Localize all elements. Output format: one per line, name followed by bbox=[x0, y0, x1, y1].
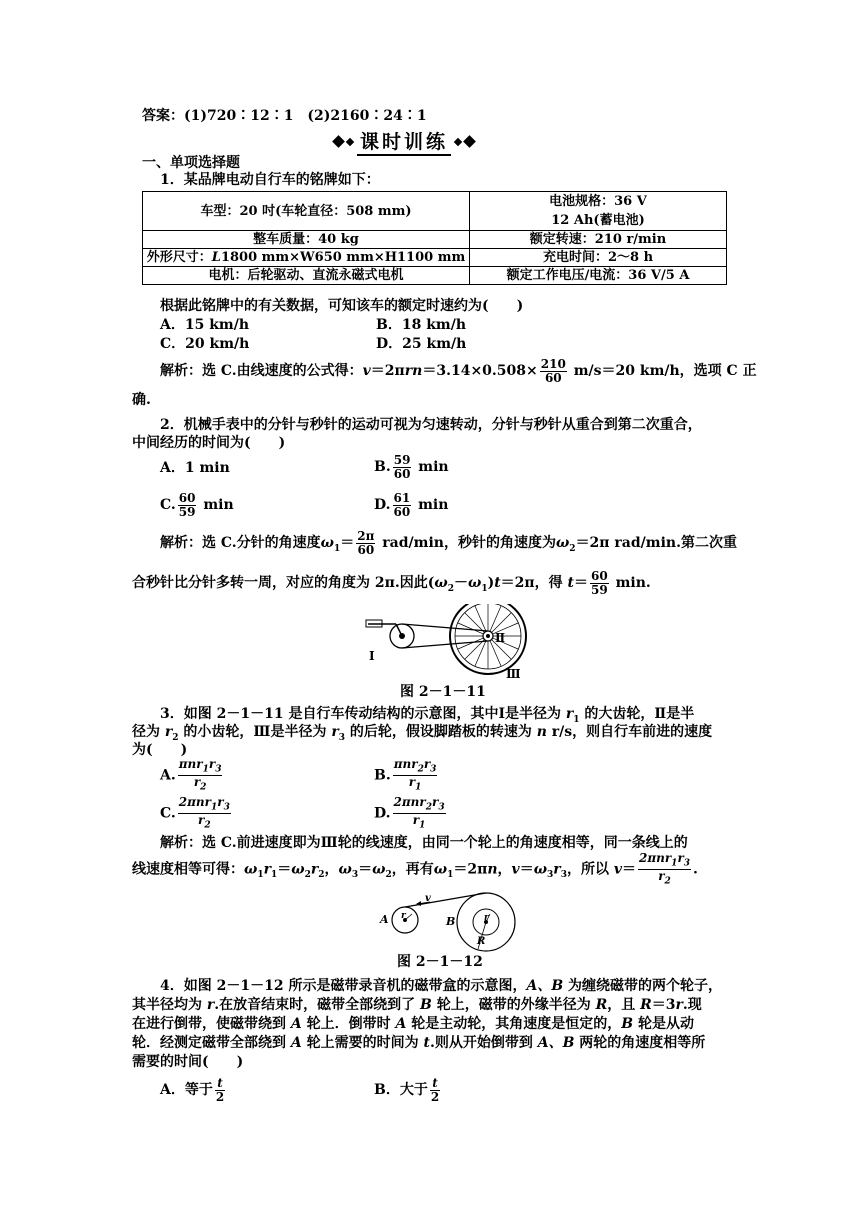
text: 的后轮，假设脚踏板的转速为 bbox=[344, 724, 537, 740]
pi: π bbox=[393, 757, 403, 771]
sub: 3 bbox=[560, 870, 567, 881]
var: n bbox=[187, 757, 197, 771]
denominator bbox=[393, 776, 438, 793]
spec-table bbox=[142, 191, 727, 285]
denominator: 60 bbox=[393, 466, 411, 481]
opt-letter: B. bbox=[374, 459, 391, 475]
var: t bbox=[423, 1035, 430, 1051]
var: ω bbox=[433, 861, 448, 878]
denominator bbox=[638, 870, 691, 887]
text: ) bbox=[487, 575, 495, 591]
pi: π bbox=[178, 757, 188, 771]
sub: 3 bbox=[223, 802, 230, 813]
table-cell: 额定工作电压/电流：36 V/5 A bbox=[470, 267, 727, 285]
text: 4．如图 2－1－12 所示是磁带录音机的磁带盒的示意图， bbox=[160, 978, 527, 994]
var: A bbox=[290, 1035, 302, 1051]
opt-letter: D. bbox=[374, 497, 391, 513]
var: r bbox=[408, 774, 416, 789]
text: 的大齿轮，Ⅱ是半 bbox=[579, 706, 695, 722]
fig12-label-a: A bbox=[380, 913, 389, 926]
fig12-caption: 图 2－1－12 bbox=[397, 954, 483, 970]
text: ，再有 bbox=[391, 861, 434, 878]
denominator: 59 bbox=[178, 504, 196, 519]
text: 解析：选 C.由线速度的公式得： bbox=[160, 363, 363, 380]
fraction bbox=[393, 454, 412, 480]
q2-option-b bbox=[374, 450, 449, 484]
fig11-label-2: Ⅱ bbox=[495, 631, 506, 645]
var: r bbox=[198, 812, 205, 827]
sub: 1 bbox=[419, 820, 426, 831]
sub: 1 bbox=[481, 583, 488, 594]
q3-option-c bbox=[160, 796, 233, 831]
sub: 1 bbox=[573, 714, 580, 725]
q1-stem: 1．某品牌电动自行车的铭牌如下： bbox=[160, 172, 380, 188]
var: t bbox=[567, 575, 575, 591]
sub: 3 bbox=[215, 764, 222, 775]
var: A bbox=[395, 1016, 407, 1032]
fig12-label-r-outer: R bbox=[477, 936, 486, 947]
eq: ＝ bbox=[519, 861, 534, 878]
denominator: 2 bbox=[215, 1089, 225, 1104]
var: r bbox=[423, 757, 431, 771]
text: － bbox=[453, 575, 468, 591]
var: r bbox=[553, 861, 561, 878]
text: .在放音结束时，磁带全部绕到了 bbox=[214, 997, 421, 1013]
unit: min bbox=[198, 497, 234, 513]
sub: 3 bbox=[430, 764, 437, 775]
eq: ＝ bbox=[453, 861, 468, 878]
text: 轮上，磁带的外缘半径为 bbox=[431, 997, 596, 1013]
var: v bbox=[511, 861, 520, 878]
q3-solution-2: 线速度相等可得：$\omega_1r_1=\omega_2r_2$，$\omega_3=\omega_2$，再有$\omega_1=2\pi n$，$v=\omega_3r_3$，所以 v＝ $\frac{2\pi nr_1r_3}{r_2}$ . bbox=[132, 851, 698, 887]
q3-solution-1: 解析：选 C.前进速度即为Ⅲ轮的线速度，由同一个轮上的角速度相等，同一条线上的 bbox=[160, 835, 688, 851]
sub: 3 bbox=[338, 732, 345, 743]
section-banner bbox=[334, 127, 474, 156]
var: r bbox=[208, 757, 216, 771]
var: r bbox=[411, 757, 418, 771]
banner-title: 课时训练 bbox=[357, 127, 451, 156]
sub: 2 bbox=[417, 764, 424, 775]
var: r bbox=[217, 795, 224, 809]
q4-option-a bbox=[160, 1072, 227, 1108]
sub: 1 bbox=[415, 782, 422, 793]
sub: 1 bbox=[447, 870, 454, 881]
var: r bbox=[196, 757, 203, 771]
fig12-label-b: B bbox=[446, 915, 456, 928]
var: r bbox=[193, 774, 201, 789]
var: n bbox=[195, 795, 205, 809]
sub: 2 bbox=[172, 732, 179, 743]
opt-text: A．等于 bbox=[160, 1082, 213, 1098]
unit: min bbox=[413, 459, 449, 475]
q2-option-a: A．1 min bbox=[160, 460, 230, 476]
q3-option-d bbox=[374, 796, 448, 831]
text: ＝2π bbox=[370, 363, 405, 380]
diamond-icon bbox=[332, 135, 345, 148]
denominator: 60 bbox=[544, 370, 562, 385]
table-row bbox=[143, 267, 727, 285]
var: r bbox=[431, 795, 439, 809]
sub: 2 bbox=[304, 870, 311, 881]
cell-line: 12 Ah(蓄电池) bbox=[551, 213, 645, 228]
denominator bbox=[178, 814, 231, 831]
numerator bbox=[393, 796, 446, 814]
q1-question: 根据此铭牌中的有关数据，可知该车的额定时速约为( ) bbox=[160, 298, 524, 314]
pi: 2π bbox=[393, 795, 411, 809]
var: t bbox=[494, 575, 501, 591]
table-row bbox=[143, 231, 727, 249]
table-row bbox=[143, 249, 727, 267]
table-row bbox=[143, 192, 727, 231]
var: ω bbox=[434, 575, 448, 591]
fraction bbox=[430, 1077, 440, 1103]
q2-stem-1: 2．机械手表中的分针与秒针的运动可视为匀速转动，分针与秒针从重合到第二次重合， bbox=[160, 417, 702, 433]
var: A、B bbox=[526, 978, 564, 994]
q1-solution bbox=[160, 358, 757, 384]
fraction bbox=[215, 1077, 225, 1103]
fraction bbox=[393, 758, 438, 793]
text: 径为 bbox=[132, 724, 165, 740]
numerator: t bbox=[430, 1077, 440, 1091]
var: rn bbox=[404, 363, 423, 380]
q2-solution-1 bbox=[160, 526, 737, 566]
var: r bbox=[206, 997, 215, 1013]
text: rad/min，秒针的角速度为 bbox=[377, 535, 556, 551]
var: A、B bbox=[537, 1035, 575, 1051]
numerator bbox=[178, 796, 231, 814]
var: v bbox=[362, 363, 371, 380]
pi: 2π bbox=[638, 851, 657, 865]
text: ＝2π rad/min.第二次重 bbox=[575, 535, 737, 551]
sub: 3 bbox=[438, 802, 445, 813]
text: 其半径均为 bbox=[132, 997, 207, 1013]
diamond-small-icon bbox=[346, 137, 354, 145]
var: ω bbox=[244, 861, 258, 878]
var: r bbox=[677, 851, 684, 865]
fig12-label-v: v bbox=[425, 893, 431, 904]
var: r bbox=[263, 861, 271, 878]
cell-var: L bbox=[211, 250, 221, 265]
q2-solution-2 bbox=[132, 566, 651, 606]
var: r bbox=[675, 997, 683, 1013]
text: ， bbox=[497, 861, 512, 878]
q1-option-b: B．18 km/h bbox=[376, 317, 466, 333]
diamond-small-icon bbox=[454, 137, 462, 145]
fraction bbox=[590, 570, 609, 596]
sub: 1 bbox=[334, 543, 341, 554]
text: r/s，则自行车前进的速度 bbox=[546, 724, 713, 740]
text: ， bbox=[324, 861, 339, 878]
denominator: 59 bbox=[591, 582, 608, 597]
text: 3．如图 2－1－11 是自行车传动结构的示意图，其中Ⅰ是半径为 bbox=[160, 706, 566, 722]
q3-stem-3: 为( ) bbox=[132, 742, 188, 758]
text: m/s＝20 km/h，选项 C 正 bbox=[568, 363, 757, 380]
text: 解析：选 C.分针的角速度 bbox=[160, 535, 321, 551]
numerator bbox=[393, 758, 438, 776]
q4-line-3 bbox=[132, 1014, 694, 1034]
cell-line: 电池规格：36 V bbox=[549, 194, 647, 209]
cell-text: 外形尺寸： bbox=[146, 250, 212, 265]
fraction bbox=[540, 358, 567, 384]
numerator bbox=[178, 758, 223, 776]
text: 两轮的角速度相等所 bbox=[574, 1035, 706, 1051]
sub: 3 bbox=[547, 870, 554, 881]
fig12-label-r2: r bbox=[484, 913, 489, 923]
diamond-icon bbox=[463, 135, 476, 148]
opt-letter: B. bbox=[374, 767, 391, 784]
fraction bbox=[178, 796, 231, 831]
text: ＝ bbox=[340, 535, 355, 551]
sub: 1 bbox=[671, 858, 678, 869]
text: 2π bbox=[467, 861, 488, 878]
table-cell bbox=[470, 192, 727, 231]
eq: ＝ bbox=[621, 861, 636, 878]
sub: 1 bbox=[257, 870, 264, 881]
table-cell: 充电时间：2～8 h bbox=[470, 249, 727, 267]
sub: 2 bbox=[664, 876, 671, 887]
var: r bbox=[164, 724, 173, 740]
text: 轮上．倒带时 bbox=[301, 1016, 396, 1032]
numerator bbox=[638, 852, 691, 870]
var: B bbox=[420, 997, 432, 1013]
fraction bbox=[178, 492, 197, 518]
text: 合秒针比分针多转一周，对应的角度为 2π.因此( bbox=[132, 575, 435, 591]
fig12-label-r1: r bbox=[401, 911, 406, 921]
q3-option-a bbox=[160, 758, 224, 793]
denominator: 60 bbox=[393, 504, 411, 519]
eq: ＝ bbox=[358, 861, 373, 878]
unit: min bbox=[413, 497, 449, 513]
denominator: 2 bbox=[430, 1089, 440, 1104]
var: n bbox=[410, 795, 420, 809]
opt-text: B．大于 bbox=[374, 1082, 428, 1098]
sub: 2 bbox=[425, 802, 432, 813]
var: n bbox=[536, 724, 547, 740]
sub: 2 bbox=[385, 870, 392, 881]
table-cell: 车型：20 吋(车轮直径：508 mm) bbox=[143, 192, 470, 231]
table-cell: 额定转速：210 r/min bbox=[470, 231, 727, 249]
text: ＝3 bbox=[651, 997, 676, 1013]
text: .现 bbox=[682, 997, 702, 1013]
q1-option-c: C．20 km/h bbox=[160, 336, 250, 352]
text: ＝3.14×0.508× bbox=[422, 363, 538, 380]
q4-line-4 bbox=[132, 1033, 705, 1053]
denominator: 60 bbox=[357, 542, 375, 557]
sub: 3 bbox=[683, 858, 691, 869]
fig11-caption: 图 2－1－11 bbox=[400, 684, 486, 700]
var: v bbox=[613, 861, 622, 878]
numerator: 59 bbox=[393, 452, 411, 467]
text: 线速度相等可得： bbox=[132, 861, 244, 878]
q1-option-d: D．25 km/h bbox=[376, 336, 467, 352]
table-cell bbox=[143, 249, 470, 267]
opt-letter: D. bbox=[374, 805, 391, 822]
sub: 2 bbox=[318, 870, 325, 881]
opt-letter: A. bbox=[160, 767, 176, 784]
var: ω bbox=[320, 535, 334, 551]
text: 轮是从动 bbox=[633, 1016, 694, 1032]
opt-letter: C. bbox=[160, 805, 176, 822]
q1-option-a: A．15 km/h bbox=[160, 317, 250, 333]
numerator: 60 bbox=[591, 568, 608, 583]
denominator bbox=[178, 776, 223, 793]
denominator bbox=[393, 814, 446, 831]
var: r bbox=[664, 851, 672, 865]
var: n bbox=[402, 757, 412, 771]
var: r bbox=[331, 724, 339, 740]
section-heading: 一、单项选择题 bbox=[142, 155, 240, 171]
var: r bbox=[204, 795, 211, 809]
text: 轮是主动轮，其角速度是恒定的， bbox=[406, 1016, 622, 1032]
q3-option-b bbox=[374, 758, 439, 793]
numerator: t bbox=[215, 1077, 225, 1091]
var: ω bbox=[533, 861, 548, 878]
var: ω bbox=[467, 575, 482, 591]
text: 的小齿轮，Ⅲ是半径为 bbox=[178, 724, 332, 740]
q2-option-d bbox=[374, 488, 448, 522]
text: 轮上需要的时间为 bbox=[301, 1035, 424, 1051]
fraction bbox=[356, 530, 375, 556]
sub: 1 bbox=[271, 870, 278, 881]
q2-option-c bbox=[160, 488, 234, 522]
q4-line-1 bbox=[160, 976, 722, 996]
fraction bbox=[393, 796, 446, 831]
q3-stem-2 bbox=[132, 722, 712, 748]
answer-line: 答案：(1)720∶12∶1 (2)2160∶24∶1 bbox=[142, 108, 427, 124]
fraction bbox=[393, 492, 412, 518]
numerator: 2π bbox=[357, 528, 375, 543]
q4-option-b bbox=[374, 1072, 442, 1108]
fig11-label-1: Ⅰ bbox=[369, 649, 375, 663]
var: R bbox=[640, 997, 652, 1013]
var: r bbox=[658, 868, 665, 883]
var: R bbox=[595, 997, 608, 1013]
text: ＝2π，得 bbox=[500, 575, 568, 591]
text: ，且 bbox=[607, 997, 641, 1013]
sub: 2 bbox=[204, 820, 211, 831]
q1-solution-end: 确. bbox=[132, 392, 151, 408]
sub: 2 bbox=[200, 782, 207, 793]
numerator: 210 bbox=[540, 357, 566, 371]
text: ，所以 bbox=[566, 861, 614, 878]
fraction bbox=[178, 758, 223, 793]
var: n bbox=[656, 851, 665, 865]
cell-text: 1800 mm×W650 mm×H1100 mm bbox=[220, 250, 466, 265]
fig11-label-3: Ⅲ bbox=[506, 667, 521, 681]
text: 轮．经测定磁带全部绕到 bbox=[132, 1035, 291, 1051]
var: n bbox=[487, 861, 498, 878]
text: min. bbox=[610, 575, 651, 591]
sub: 2 bbox=[569, 543, 576, 554]
eq: ＝ bbox=[277, 861, 292, 878]
var: ω bbox=[338, 861, 352, 878]
var: A bbox=[290, 1016, 302, 1032]
var: ω bbox=[291, 861, 305, 878]
text: 为缠绕磁带的两个轮子， bbox=[563, 978, 723, 994]
table-cell: 电机：后轮驱动、直流永磁式电机 bbox=[143, 267, 470, 285]
var: r bbox=[310, 861, 319, 878]
sub: 1 bbox=[202, 764, 209, 775]
q2-stem-2: 中间经历的时间为( ) bbox=[132, 435, 286, 451]
table-cell: 整车质量：40 kg bbox=[143, 231, 470, 249]
numerator: 61 bbox=[393, 490, 411, 505]
q4-line-2 bbox=[132, 995, 702, 1015]
var: ω bbox=[372, 861, 386, 878]
var: ω bbox=[555, 535, 570, 551]
var: r bbox=[565, 706, 574, 722]
var: B bbox=[621, 1016, 634, 1032]
text: 在进行倒带，使磁带绕到 bbox=[132, 1016, 291, 1032]
sub: 2 bbox=[447, 583, 454, 594]
numerator: 60 bbox=[178, 490, 196, 505]
text: .则从开始倒带到 bbox=[429, 1035, 538, 1051]
opt-letter: C. bbox=[160, 497, 176, 513]
pi: 2π bbox=[178, 795, 196, 809]
sub: 3 bbox=[351, 870, 359, 881]
var: r bbox=[412, 812, 420, 827]
var: r bbox=[419, 795, 426, 809]
q4-line-5: 需要的时间( ) bbox=[132, 1054, 244, 1070]
sub: 1 bbox=[210, 802, 218, 813]
fraction bbox=[638, 852, 691, 887]
text: ＝ bbox=[574, 575, 589, 591]
